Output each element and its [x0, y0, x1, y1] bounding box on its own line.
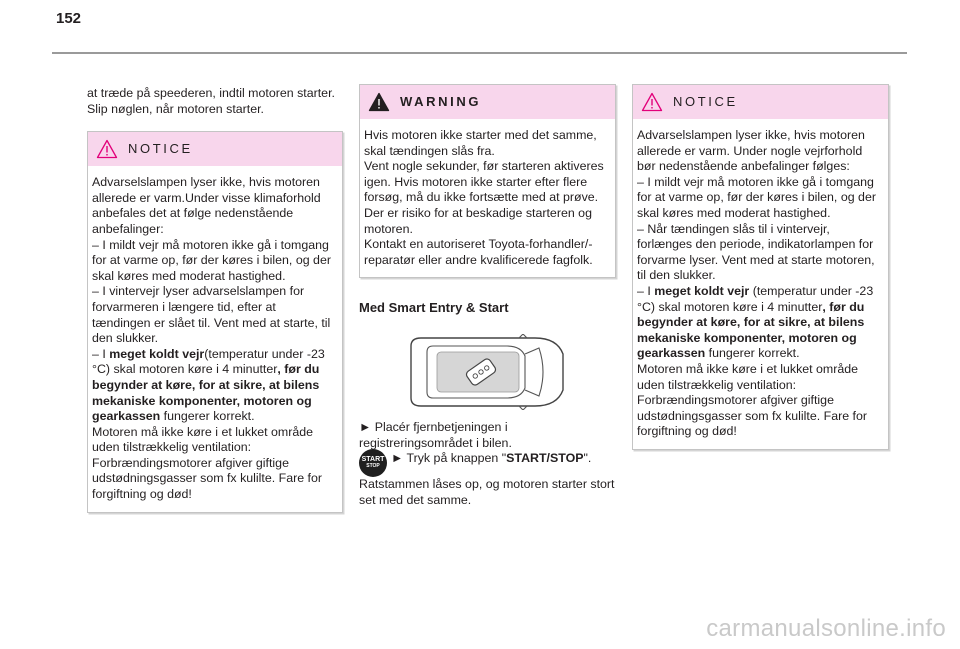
notice-paragraph: Motoren må ikke køre i et lukket område uden tilstrækkelig ventilation: Forbrændingsmotorer afgiver giftige udstødningsgasser som fx kulilte. Fare for forgiftning og død!: [637, 361, 868, 439]
column-right: [632, 84, 889, 450]
car-key-illustration: [407, 334, 567, 410]
warning-paragraph: Kontakt en autoriseret Toyota-forhandler/-reparatør eller andre kvalificerede fagfolk.: [364, 237, 593, 267]
notice-paragraph: Advarselslampen lyser ikke, hvis motoren allerede er varm. Under nogle vejrforhold bør nedenstående anbefalinger følges:: [637, 128, 865, 174]
outro-text: Ratstammen låses op, og motoren starter stort set med det samme.: [359, 477, 615, 507]
notice-body: [88, 166, 342, 511]
warning-box-header: [360, 85, 615, 119]
notice-box-left: [87, 131, 343, 512]
notice-paragraph: – Når tændingen slås til i vintervejr, forlænges den periode, indikatorlampen for forvarme lyser. Vent med at starte motoren, til den slukker.: [637, 221, 875, 283]
warning-box: [359, 84, 616, 278]
notice-title: NOTICE: [673, 94, 738, 110]
intro-text: at træde på speederen, indtil motoren starter. Slip nøglen, når motoren starter.: [87, 86, 335, 116]
section-heading: Med Smart Entry & Start: [359, 300, 509, 316]
header-rule: [52, 52, 907, 54]
warning-body: [360, 119, 615, 277]
watermark-footer: carmanualsonline.info: [706, 615, 946, 642]
notice-box-header: [633, 85, 888, 119]
notice-paragraph: – I meget koldt vejr (temperatur under -23 °C) skal motoren køre i 4 minutter, før du begynder at køre, for at sikre, at bilens mekaniske komponenter, motoren og gearkassen fungerer korrekt.: [637, 283, 874, 361]
instruction-place-key: ► Placér fjernbetjeningen i registreringsområdet i bilen.: [359, 419, 512, 450]
car-outline-icon: [407, 334, 567, 410]
instruction-press-start: START STOP ► Tryk på knappen "START/STOP".: [359, 451, 616, 477]
notice-box-right: [632, 84, 889, 450]
notice-paragraph: Advarselslampen lyser ikke, hvis motoren allerede er varm.Under visse klimaforhold anbefales det at følge nedenstående anbefalinger:: [92, 175, 321, 236]
warning-paragraph: Vent nogle sekunder, før starteren aktiveres igen. Hvis motoren ikke starter efter flere forsøg, må du ikke fortsætte med at prøve. Der er risiko for at beskadige starteren og motoren.: [364, 159, 604, 236]
notice-body: [633, 119, 888, 449]
warning-title: WARNING: [400, 94, 482, 110]
column-left: [87, 86, 343, 513]
notice-paragraph: – I mildt vejr må motoren ikke gå i tomgang for at varme op, før der køres i bilen, og der skal køres med moderat hastighed.: [92, 237, 331, 283]
notice-paragraph: Motoren må ikke køre i et lukket område uden tilstrækkelig ventilation: Forbrændingsmotorer afgiver giftige udstødningsgasser som fx kulilte. Fare for forgiftning og død!: [92, 424, 323, 502]
notice-paragraph: – I meget koldt vejr(temperatur under -23 °C) skal motoren køre i 4 minutter, før du begynder at køre, for at sikre, at bilens mekaniske komponenter, motoren og gearkassen fungerer korrekt.: [92, 346, 325, 424]
notice-box-header: [88, 132, 342, 166]
notice-paragraph: – I mildt vejr må motoren ikke gå i tomgang for at varme op, før der køres i bilen, og der skal køres med moderat hastighed.: [637, 174, 876, 220]
warning-triangle-icon: [96, 139, 118, 159]
start-stop-button-icon: START STOP: [359, 449, 387, 477]
warning-triangle-icon: [641, 92, 663, 112]
column-middle: [359, 84, 616, 508]
warning-paragraph: Hvis motoren ikke starter med det samme, skal tændingen slås fra.: [364, 128, 597, 158]
page-number: 152: [56, 10, 82, 27]
warning-triangle-icon: [368, 92, 390, 112]
notice-title: NOTICE: [128, 141, 193, 157]
notice-paragraph: – I vintervejr lyser advarselslampen for forvarmeren i længere tid, efter at tændingen er slået til. Vent med at starte, til den slukker.: [92, 284, 331, 346]
